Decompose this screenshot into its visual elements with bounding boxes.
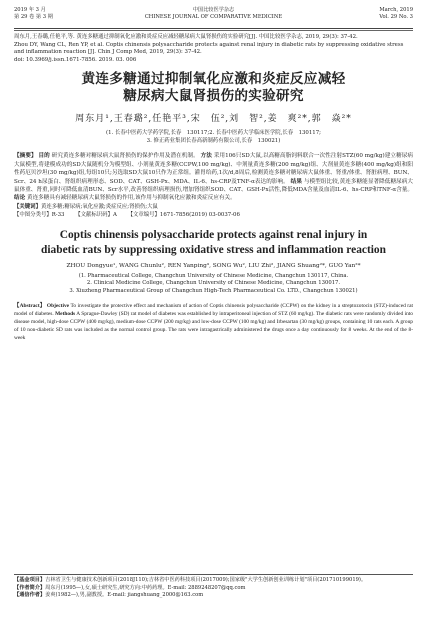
citation-cn: 周东月,王春璐,任艳平,等. 黄连多糖通过抑制氧化应激和炎症反应减轻糖尿病大鼠肾损伤的实验研究[J]. 中国比较医学杂志, 2019, 29(3): 37-42.	[14, 34, 358, 40]
result-cn-label: 结果	[290, 178, 302, 185]
methods-en-text: A Sprague-Dawley (SD) rat model of diabetes was established by intraperitoneal injection of STZ (60 mg/kg). The diabetic rats were randomly divided into disease model, high-dose CCPW (400 mg/kg), medium-dose CCPW (200 mg/kg) and low-dose CCPW (100 mg/kg) and Irbesartan (30 mg/kg) groups, containing 10 rats each. A group of 10 non-diabetic SD rats was included as the normal control group. The rats were intragastrically administered the drugs once a day continuously for 8 weeks. At the end of the 8-week	[14, 310, 413, 341]
corresponding-text: 姜爽(1982—),男,副教授。E-mail: jiangshuang_2000@163.com	[45, 592, 204, 599]
keywords-cn	[14, 203, 413, 211]
abstract-en-label: 【Abstract】	[14, 302, 46, 309]
title-en	[14, 228, 413, 258]
footnotes	[14, 574, 413, 600]
affiliation-en-line2: 2. Clinical Medicine College, Changchun University of Chinese Medicine, Changchun 130017.	[86, 280, 341, 287]
authors-en: ZHOU Dongyue¹, WANG Chunlu², REN Yanping³, SONG Wu², LIU Zhi², JIANG Shuang²*, GUO Yan²*	[66, 262, 361, 269]
keywords-cn-label: 【关键词】	[14, 203, 41, 210]
clc-number: 【中图分类号】R-33	[14, 211, 65, 218]
objective-cn-label: 目的	[38, 153, 50, 160]
header-date: 2019 年 3 月	[14, 7, 46, 13]
method-cn-text: 采用106只SD大鼠,以高糖高脂饲料联合一次性注射STZ(60 mg/kg)建立糖尿病大鼠模型,将建模成功的SD大鼠随机分为模型组、小剂量黄连多糖(CCPW,100 mg/kg)、中剂量黄连多糖(200 mg/kg)组、大剂量黄连多糖(400 mg/kg)组和阳性药厄贝沙坦(30 mg/kg)组,每组10只;另选取SD大鼠10只作为正常组。灌胃给药,1次/d,8周后,检测黄连多糖对糖尿病大鼠体重、肾重/体重、肾脏病理、BUN、Scr、24 h尿蛋白、肾组织病理形态、SOD、CAT、GSH-Px、MDA、IL-6、hs-CRP及TNF-α表达的影响。	[14, 153, 413, 185]
author-label: 【作者简介】	[14, 584, 46, 591]
methods-en-label: Methods	[55, 310, 76, 317]
citation-en: Zhou DY, Wang CL, Ren YP, et al. Coptis chinensis polysaccharide protects against renal injury in diabetic rats by suppressing oxidative stress and inflammation reaction [J]. Chin J Comp Med, 2019, 29(3): 37-42.	[14, 41, 404, 56]
abstract-en	[14, 302, 413, 342]
affiliation-en-line3: 3. Xiuzheng Pharmaceutical Group of Changchun High-Tech Pharmaceutical Co. LTD., Changchun 130021)	[69, 288, 358, 294]
citation-block	[14, 34, 413, 64]
header-volume: 第 29 卷 第 3 期	[14, 14, 53, 20]
fund-text: 吉林省卫生与健康技术创新项目(2018J110);吉林省中医药科技项目(2017009);国家级"大学生创新创业训练计划"项目(201710199019)。	[45, 577, 367, 583]
header-volume-en: Vol. 29 No. 3	[379, 14, 413, 20]
title-cn	[14, 71, 413, 105]
conclusion-cn-label: 结论	[14, 195, 26, 202]
title-cn-line1: 黄连多糖通过抑制氧化应激和炎症反应减轻	[81, 71, 346, 88]
affiliation-en-line1: (1. Pharmaceutical College, Changchun University of Chinese Medicine, Changchun 130117, China.	[78, 272, 349, 279]
doi: doi: 10.3969/j.issn.1671-7856. 2019. 03. 006	[14, 56, 137, 63]
corresponding-label: 【通信作者】	[14, 592, 46, 599]
authors-cn: 周东月¹,王春璐²,任艳平³,宋 伍²,刘 智²,姜 爽²*,郭 焱²*	[75, 114, 352, 125]
running-header	[14, 6, 413, 29]
objective-cn-text: 研究黄连多糖对糖尿病大鼠肾损伤的保护作用及潜在机制。	[51, 153, 199, 160]
journal-name-cn: 中国比较医学杂志	[192, 7, 235, 13]
method-cn-label: 方法	[200, 153, 212, 160]
objective-en-text: To investigate the protective effect and mechanism of action of Coptis chinensis polysaccharide (CCPW) on the kidney in a streptozotocin (STZ)-induced rat model of diabetes.	[14, 302, 413, 317]
header-center	[14, 7, 413, 21]
header-right	[379, 7, 413, 21]
affiliation-cn-line1: (1. 长春中医药大学药学院,长春 130117;2. 长春中医药大学临床医学院,长春 130117;	[106, 130, 321, 137]
classification-cn	[14, 211, 413, 219]
conclusion-cn-text: 黄连多糖具有减轻糖尿病大鼠肾损伤的作用,该作用与抑制氧化应激和炎症反应有关。	[26, 195, 236, 202]
affiliations-cn	[14, 129, 413, 145]
fund-note	[14, 577, 413, 585]
affiliation-cn-line2: 3. 修正药业集团长春高新制药有限公司,长春 130021)	[146, 138, 281, 145]
article-number: 【文章编号】1671-7856(2019) 03-0037-06	[127, 211, 240, 218]
journal-name-en: CHINESE JOURNAL OF COMPARATIVE MEDICINE	[144, 14, 283, 20]
abstract-cn-label: 【摘要】	[14, 153, 37, 160]
fund-label: 【基金项目】	[14, 577, 46, 583]
title-cn-line2: 糖尿病大鼠肾损伤的实验研究	[123, 88, 304, 105]
document-code: 【文献标识码】A	[75, 211, 117, 218]
header-rule	[14, 30, 413, 31]
title-en-line2: diabetic rats by suppressing oxidative stress and inflammation reaction	[41, 243, 386, 256]
affiliations-en	[14, 273, 413, 296]
corresponding-note	[14, 592, 413, 600]
title-en-line1: Coptis chinensis polysaccharide protects against renal injury in	[59, 228, 368, 241]
author-text: 周东月(1995—),女,硕士研究生,研究方向:中药药理。E-mail: 2889248207@qq.com	[45, 584, 246, 591]
objective-en-label: Objective	[46, 302, 70, 309]
abstract-cn	[14, 152, 413, 202]
result-cn-text: 与模型组比较,黄连多糖能显著降低糖尿病大鼠体重、肾重,同时可降低血清BUN、Scr水平,改善肾组织病理损伤,增加肾组织SOD、CAT、GSH-Px活性,降低MDA含量及血清IL-6、hs-CRP和TNF-α含量。	[14, 178, 413, 193]
header-date-en: March, 2019	[379, 7, 413, 13]
keywords-cn-text: 黄连多糖;糖尿病;氧化应激;炎症反应;肾损伤;大鼠	[40, 203, 158, 210]
